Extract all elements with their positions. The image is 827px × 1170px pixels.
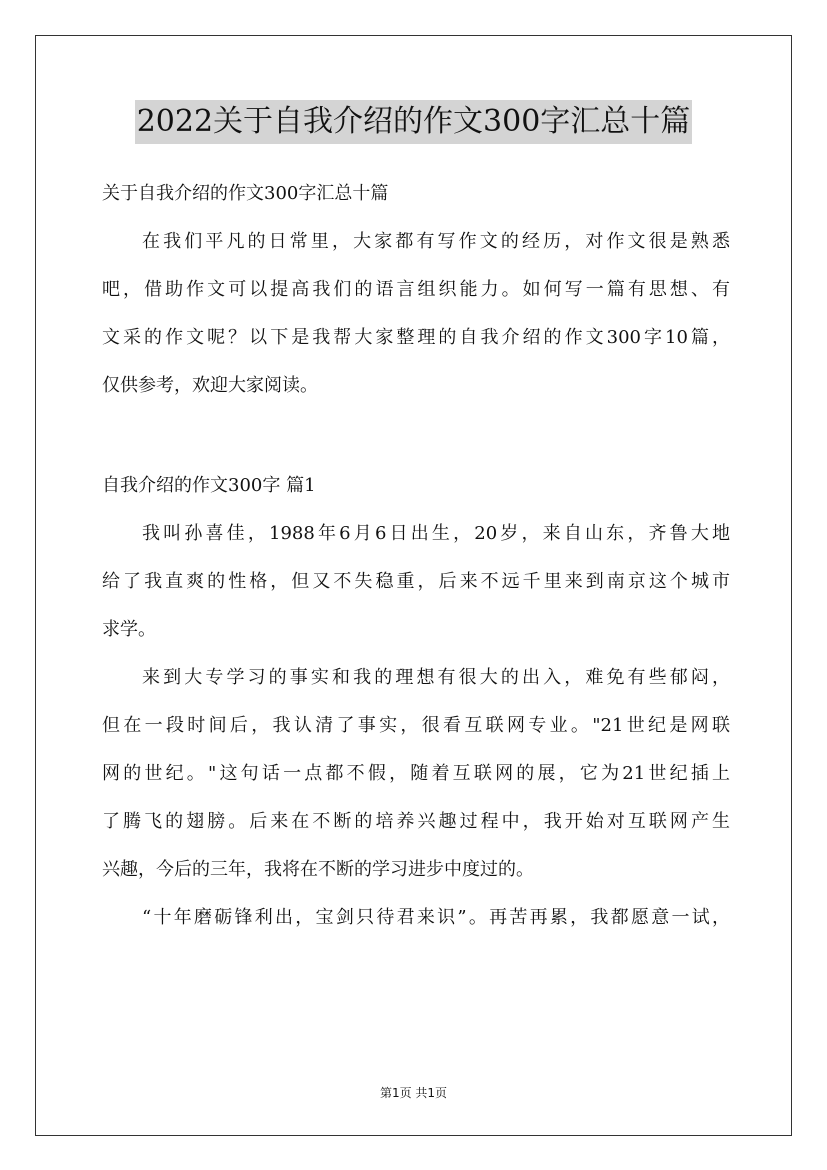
paragraph-line: 我叫孙喜佳，1988年6月6日出生，20岁，来自山东，齐鲁大地 [142,523,730,544]
document-subtitle: 关于自我介绍的作文300字汇总十篇 [102,183,389,204]
paragraph-line: 但在一段时间后，我认清了事实，很看互联网专业。"21世纪是网联 [102,715,730,736]
intro-line: 仅供参考，欢迎大家阅读。 [102,375,318,396]
paragraph-line: 兴趣，今后的三年，我将在不断的学习进步中度过的。 [102,859,534,880]
intro-line: 文采的作文呢？以下是我帮大家整理的自我介绍的作文300字10篇， [102,327,730,348]
intro-line: 吧，借助作文可以提高我们的语言组织能力。如何写一篇有思想、有 [102,279,730,300]
paragraph-line: 求学。 [102,619,156,640]
paragraph-line: 来到大专学习的事实和我的理想有很大的出入，难免有些郁闷， [142,667,730,688]
document-title: 2022关于自我介绍的作文300字汇总十篇 [135,100,693,144]
intro-line: 在我们平凡的日常里，大家都有写作文的经历，对作文很是熟悉 [142,231,730,252]
section-heading: 自我介绍的作文300字 篇1 [102,475,316,496]
page-footer: 第1页 共1页 [379,1086,448,1100]
paragraph-line: 给了我直爽的性格，但又不失稳重，后来不远千里来到南京这个城市 [102,571,730,592]
paragraph-line: 了腾飞的翅膀。后来在不断的培养兴趣过程中，我开始对互联网产生 [102,811,730,832]
section-gap [102,410,730,462]
document-body [102,170,730,942]
title-wrap [0,100,827,144]
paragraph-line: 网的世纪。"这句话一点都不假，随着互联网的展，它为21世纪插上 [102,763,730,784]
paragraph-line: “十年磨砺锋利出，宝剑只待君来识”。再苦再累，我都愿意一试， [142,907,730,928]
